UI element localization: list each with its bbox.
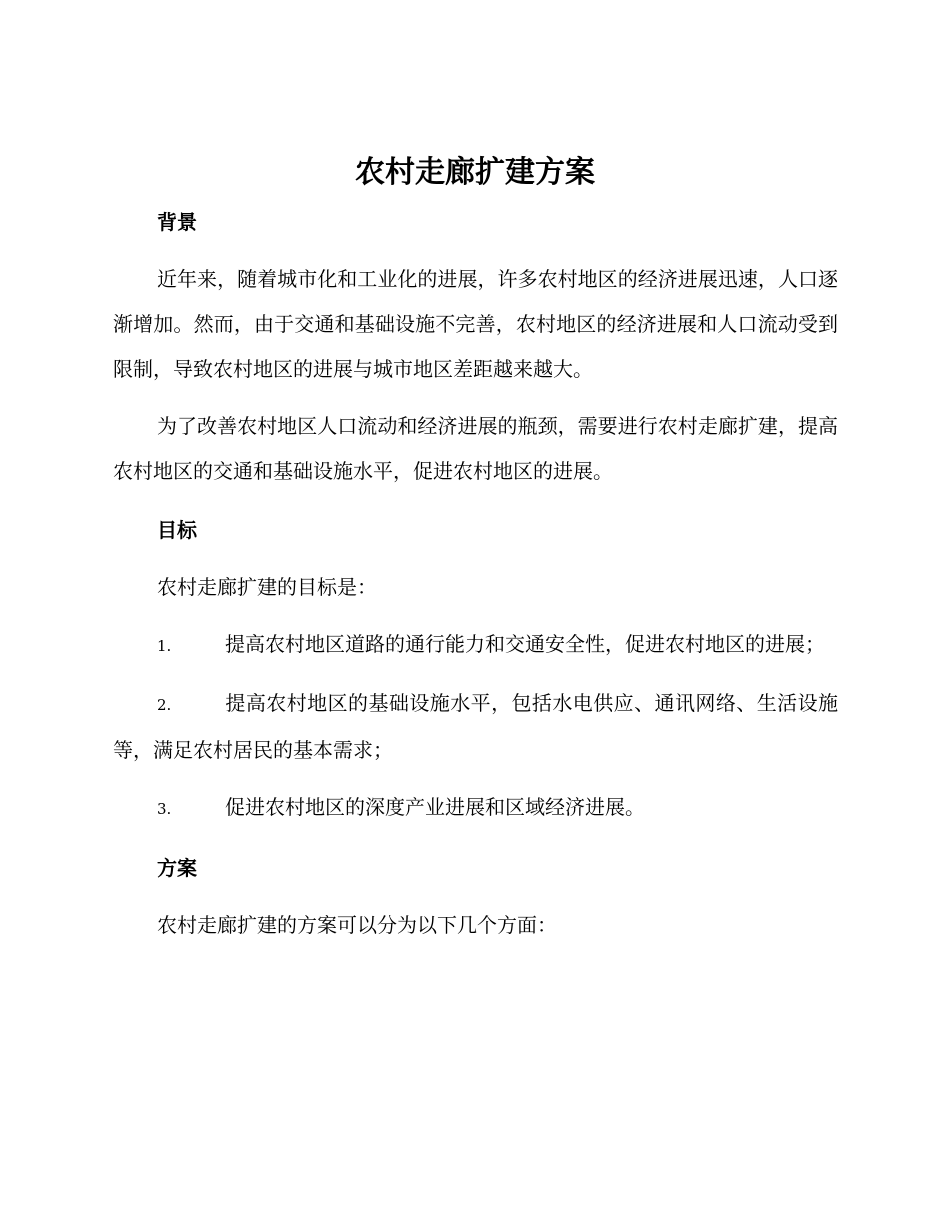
- goal-item-text: 提高农村地区道路的通行能力和交通安全性，促进农村地区的进展；: [225, 632, 825, 656]
- background-paragraph-2: 为了改善农村地区人口流动和经济进展的瓶颈，需要进行农村走廊扩建，提高农村地区的交通和基础设施水平，促进农村地区的进展。: [113, 414, 838, 483]
- document-title: 农村走廊扩建方案: [355, 155, 595, 190]
- goal-item-number: 2.: [157, 696, 172, 714]
- goal-item-number: 1.: [157, 637, 172, 655]
- document-body: [113, 200, 838, 948]
- section-heading-background: 背景: [157, 210, 197, 234]
- goals-intro: 农村走廊扩建的目标是：: [157, 575, 377, 599]
- background-paragraph-1: 近年来，随着城市化和工业化的进展，许多农村地区的经济进展迅速，人口逐渐增加。然而，由于交通和基础设施不完善，农村地区的经济进展和人口流动受到限制，导致农村地区的进展与城市地区差距越来越大。: [113, 267, 838, 381]
- goal-item-2: [113, 681, 838, 773]
- goal-item-text: 促进农村地区的深度产业进展和区域经济进展。: [225, 795, 645, 819]
- goal-item-number: 3.: [157, 800, 172, 818]
- goal-item-1: [113, 622, 838, 669]
- section-heading-plan: 方案: [157, 856, 197, 880]
- goal-item-3: [113, 785, 838, 832]
- plan-intro: 农村走廊扩建的方案可以分为以下几个方面：: [157, 913, 557, 937]
- goal-item-text: 提高农村地区的基础设施水平，包括水电供应、通讯网络、生活设施等，满足农村居民的基本需求；: [113, 691, 838, 762]
- section-heading-goals: 目标: [157, 518, 197, 542]
